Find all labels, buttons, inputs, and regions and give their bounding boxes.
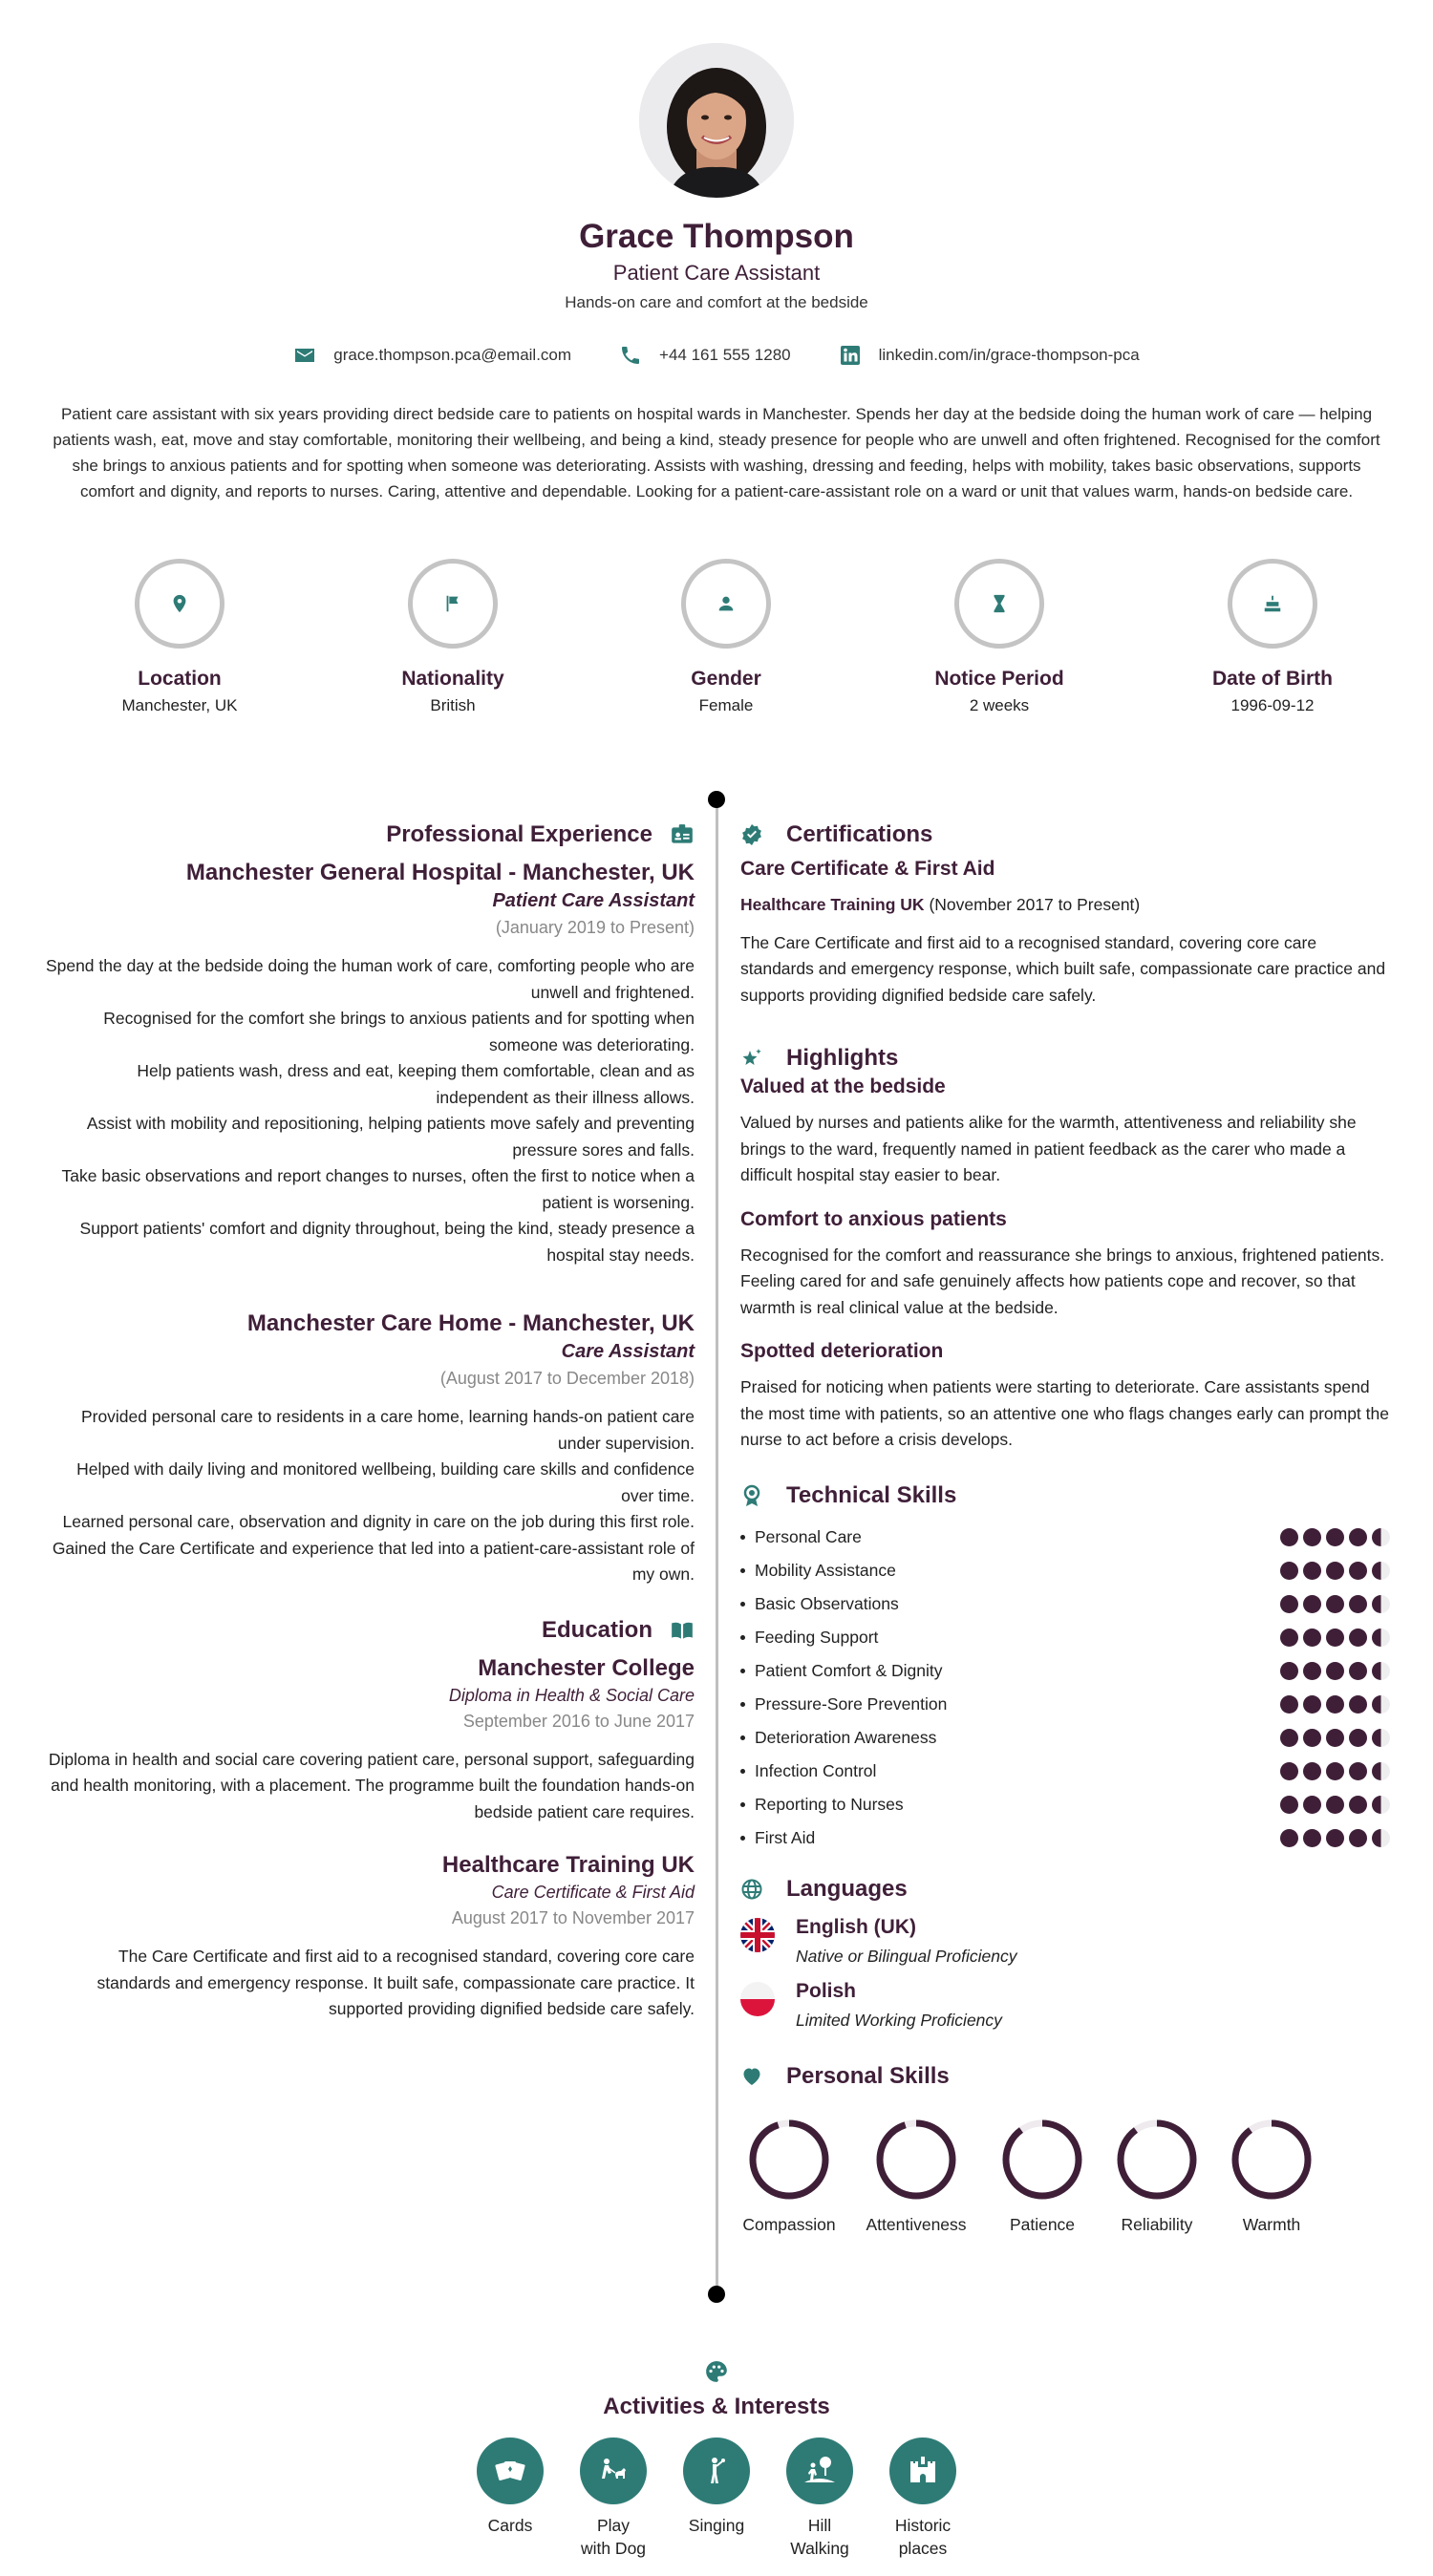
- rating-dot: [1349, 1829, 1367, 1847]
- rating-dot: [1326, 1562, 1344, 1580]
- activity-item: [889, 2438, 956, 2560]
- rating-dot: [1372, 1729, 1390, 1747]
- skill-name: Feeding Support: [755, 1627, 879, 1647]
- cake-icon: [1262, 593, 1283, 614]
- person-icon: [716, 593, 737, 614]
- rating-dot: [1326, 1729, 1344, 1747]
- skill-ring-arc: [1006, 2123, 1079, 2196]
- qualification: Care Certificate & First Aid: [491, 1883, 695, 1902]
- fact-label: Date of Birth: [1212, 668, 1333, 690]
- skill-ring-arc: [753, 2123, 825, 2196]
- skill-rating: [1280, 1662, 1390, 1680]
- personal-skill: [995, 2117, 1090, 2235]
- personal-skill-label: Attentiveness: [866, 2214, 967, 2234]
- fact-value: Manchester, UK: [121, 696, 238, 714]
- education-heading-text: Education: [541, 1616, 652, 1643]
- fact-date-of-birth: [1136, 559, 1409, 715]
- rating-dot: [1280, 1695, 1298, 1714]
- job-role: Patient Care Assistant: [492, 890, 695, 911]
- personal-facts: [43, 559, 1409, 715]
- institution: Manchester College: [478, 1654, 695, 1681]
- timeline-start-dot: [708, 791, 725, 808]
- rating-dot: [1372, 1762, 1390, 1780]
- skill-rating: [1280, 1729, 1390, 1747]
- job-role: Care Assistant: [561, 1341, 695, 1362]
- skill-ring: [1229, 2117, 1315, 2203]
- skill-row: [740, 1521, 1390, 1554]
- highlights-heading-text: Highlights: [786, 1045, 899, 1071]
- activity-label: Play with Dog: [580, 2516, 647, 2558]
- highlight-text: Praised for noticing when patients were starting to deteriorate. Care assistants spend the most time with patients, so an attentive one who flags changes early can prompt the nurse to act before a crisis develops.: [740, 1377, 1389, 1449]
- list-item: Help patients wash, dress and eat, keeping them comfortable, clean and as independent as their illness allows.: [137, 1061, 695, 1107]
- highlight-title: Spotted deterioration: [740, 1340, 944, 1362]
- highlight-text: Valued by nurses and patients alike for the warmth, attentiveness and reliability she brings to the ward, frequently named in patient feedback as the carer who made a difficult hospital stay easier to bear.: [740, 1113, 1357, 1184]
- phone-icon: [619, 344, 642, 367]
- skill-row: [740, 1587, 1390, 1621]
- employer: Manchester Care Home - Manchester, UK: [246, 1310, 695, 1336]
- rating-dot: [1303, 1796, 1321, 1814]
- technical-skills-heading-text: Technical Skills: [786, 1481, 957, 1508]
- activity-item: [580, 2438, 647, 2560]
- rating-dot: [1280, 1629, 1298, 1647]
- rating-dot: [1372, 1662, 1390, 1680]
- personal-skill-label: Compassion: [742, 2214, 836, 2234]
- technical-skills-heading: [740, 1482, 1390, 1509]
- globe-icon: [740, 1878, 763, 1901]
- email-icon: [293, 344, 316, 367]
- fact-notice-period: [863, 559, 1136, 715]
- personal-skills-list: [740, 2117, 1390, 2235]
- list-item: Spend the day at the bedside doing the human work of care, comforting people who are unwell and frightened.: [45, 956, 695, 1002]
- skill-rating: [1280, 1528, 1390, 1546]
- fact-gender: [589, 559, 863, 715]
- timeline-end-dot: [708, 2286, 725, 2303]
- castle-icon: [904, 2452, 942, 2490]
- rating-dot: [1372, 1829, 1390, 1847]
- list-item: Recognised for the comfort she brings to anxious patients and for spotting when someone was deteriorating.: [103, 1009, 695, 1054]
- personal-skill: [1109, 2117, 1205, 2235]
- skill-name: Basic Observations: [755, 1593, 899, 1613]
- rating-dot: [1326, 1528, 1344, 1546]
- fact-value: Female: [698, 696, 754, 714]
- highlights-heading: [740, 1045, 1390, 1072]
- certification-description: The Care Certificate and first aid to a recognised standard, covering core care standards and emergency response, which built safe, compassionate care practice and supports providing dignified bedside care safely.: [740, 932, 1386, 1005]
- highlight-text: Recognised for the comfort and reassurance she brings to anxious, frightened patients. Feeling cared for and safe genuinely affects how patients cope and recover, so that warmth is real clinical value at the bedside.: [740, 1245, 1385, 1317]
- experience-heading: [43, 821, 695, 848]
- employer: Manchester General Hospital - Manchester, UK: [185, 860, 695, 885]
- list-item: Take basic observations and report changes to nurses, often the first to notice when a patient is worsening.: [61, 1166, 695, 1212]
- skill-rating: [1280, 1762, 1390, 1780]
- rating-dot: [1280, 1762, 1298, 1780]
- skill-row: [740, 1721, 1390, 1755]
- language-name: English (UK): [796, 1915, 916, 1938]
- linkedin-icon: [839, 344, 862, 367]
- institution: Healthcare Training UK: [441, 1852, 695, 1878]
- language-level: Limited Working Proficiency: [796, 2010, 1002, 2030]
- rating-dot: [1372, 1528, 1390, 1546]
- job-dates: (August 2017 to December 2018): [439, 1369, 695, 1388]
- skill-name: Pressure-Sore Prevention: [755, 1693, 948, 1714]
- personal-skill: [1224, 2117, 1319, 2235]
- language-entry: [740, 1916, 1390, 1967]
- languages-heading: [740, 1876, 1390, 1903]
- skill-row: [740, 1821, 1390, 1855]
- rating-dot: [1349, 1662, 1367, 1680]
- language-name: Polish: [796, 1979, 857, 2002]
- languages-heading-text: Languages: [786, 1875, 908, 1902]
- job-bullets: [43, 1404, 695, 1588]
- profile-summary: Patient care assistant with six years providing direct bedside care to patients on hospital wards in Manchester. Spends her day at the bedside doing the human work of care — helping patients wash, eat, move and stay comfortable, monitoring their wellbeing, and being a kind, steady presence for people who are unwell and often frightened. Recognised for the comfort she brings to anxious patients and for spotting when someone was deteriorating. Assists with washing, dressing and feeding, helps with mobility, takes basic observations, supports comfort and dignity, and reports to nurses. Caring, attentive and dependable. Looking for a patient-care-assistant role on a ward or unit that values warm, hands-on bedside care.: [53, 405, 1380, 500]
- skill-name: First Aid: [755, 1827, 816, 1847]
- experience-heading-text: Professional Experience: [386, 821, 652, 847]
- uk-flag-icon: [740, 1918, 775, 1952]
- skill-ring-arc: [880, 2123, 952, 2196]
- education-dates: September 2016 to June 2017: [462, 1711, 695, 1731]
- activities-list: [0, 2438, 1433, 2560]
- skill-rating: [1280, 1695, 1390, 1714]
- rating-dot: [1303, 1829, 1321, 1847]
- education-description: The Care Certificate and first aid to a recognised standard, covering core care standards and emergency response. It built safe, compassionate care practice. It supported providing dignified bedside care safely.: [96, 1947, 695, 2018]
- rating-dot: [1280, 1796, 1298, 1814]
- rating-dot: [1280, 1562, 1298, 1580]
- job-dates: (January 2019 to Present): [495, 918, 695, 937]
- rating-dot: [1303, 1662, 1321, 1680]
- personal-skill-label: Warmth: [1242, 2214, 1301, 2234]
- skill-row: [740, 1621, 1390, 1654]
- personal-skills-heading: [740, 2063, 1390, 2090]
- phone-text: +44 161 555 1280: [659, 346, 791, 364]
- skill-row: [740, 1554, 1390, 1587]
- activity-item: [683, 2438, 750, 2560]
- skill-rating: [1280, 1595, 1390, 1613]
- fact-location: [43, 559, 316, 715]
- certification-dates: (November 2017 to Present): [929, 895, 1141, 914]
- activity-label: Historic places: [894, 2516, 952, 2558]
- education-entry: [43, 1655, 695, 1826]
- rating-dot: [1349, 1729, 1367, 1747]
- job-entry: [43, 860, 695, 1268]
- poland-flag-icon: [740, 1982, 775, 2016]
- education-heading: [43, 1617, 695, 1644]
- right-column: [740, 821, 1390, 2235]
- skill-name: Deterioration Awareness: [755, 1727, 937, 1747]
- rating-dot: [1326, 1662, 1344, 1680]
- activity-item: [477, 2438, 544, 2560]
- skill-name: Reporting to Nurses: [755, 1794, 904, 1814]
- fact-label: Nationality: [401, 668, 504, 690]
- skill-name: Personal Care: [755, 1526, 862, 1546]
- education-entry: [43, 1852, 695, 2023]
- rating-dot: [1280, 1662, 1298, 1680]
- skill-rating: [1280, 1796, 1390, 1814]
- flag-icon: [442, 593, 463, 614]
- rating-dot: [1303, 1729, 1321, 1747]
- rating-dot: [1280, 1528, 1298, 1546]
- skill-row: [740, 1788, 1390, 1821]
- email-text: grace.thompson.pca@email.com: [333, 346, 572, 364]
- rating-dot: [1326, 1829, 1344, 1847]
- list-item: Assist with mobility and repositioning, helping patients move safely and preventing pressure sores and falls.: [86, 1114, 695, 1160]
- fact-label: Gender: [691, 668, 761, 690]
- contact-bar: [0, 344, 1433, 367]
- fact-label: Notice Period: [934, 668, 1064, 690]
- rating-dot: [1303, 1562, 1321, 1580]
- skill-ring: [746, 2117, 832, 2203]
- left-column: [43, 821, 695, 2023]
- activities-heading: Activities & Interests: [603, 2394, 830, 2419]
- rating-dot: [1349, 1695, 1367, 1714]
- dog-icon: [594, 2452, 632, 2490]
- location-pin-icon: [169, 593, 190, 614]
- rating-dot: [1372, 1796, 1390, 1814]
- rating-dot: [1349, 1528, 1367, 1546]
- highlight-title: Valued at the bedside: [740, 1075, 946, 1097]
- profile-photo: [639, 43, 794, 198]
- technical-skills-list: [740, 1521, 1390, 1855]
- rating-dot: [1372, 1695, 1390, 1714]
- id-badge-icon: [670, 822, 695, 847]
- fact-value: 1996-09-12: [1230, 696, 1315, 714]
- skill-name: Mobility Assistance: [755, 1560, 896, 1580]
- list-item: Helped with daily living and monitored wellbeing, building care skills and confidence over time.: [76, 1459, 695, 1505]
- heart-icon: [740, 2065, 763, 2088]
- activity-label: Cards: [487, 2516, 533, 2535]
- cards-icon: [491, 2452, 529, 2490]
- skill-row: [740, 1688, 1390, 1721]
- rating-dot: [1303, 1695, 1321, 1714]
- language-entry: [740, 1980, 1390, 2031]
- certification-issuer-line: [740, 892, 1390, 919]
- linkedin-text: linkedin.com/in/grace-thompson-pca: [878, 346, 1140, 364]
- rating-dot: [1303, 1762, 1321, 1780]
- rating-dot: [1326, 1595, 1344, 1613]
- rating-dot: [1326, 1762, 1344, 1780]
- verified-badge-icon: [740, 823, 763, 846]
- rating-dot: [1326, 1796, 1344, 1814]
- rating-dot: [1280, 1729, 1298, 1747]
- contact-email[interactable]: [293, 344, 571, 367]
- rating-dot: [1372, 1595, 1390, 1613]
- rating-dot: [1349, 1796, 1367, 1814]
- contact-linkedin[interactable]: [839, 344, 1140, 367]
- skill-ring: [873, 2117, 959, 2203]
- candidate-name: Grace Thompson: [579, 218, 854, 255]
- job-entry: [43, 1310, 695, 1588]
- language-level: Native or Bilingual Proficiency: [796, 1946, 1017, 1966]
- certification-issuer: Healthcare Training UK: [740, 895, 925, 914]
- skill-rating: [1280, 1829, 1390, 1847]
- activity-item: [786, 2438, 853, 2560]
- hill-walking-icon: [801, 2452, 839, 2490]
- education-dates: August 2017 to November 2017: [451, 1908, 695, 1927]
- skill-row: [740, 1654, 1390, 1688]
- list-item: Provided personal care to residents in a care home, learning hands-on patient care under supervision.: [80, 1407, 695, 1453]
- certifications-heading: [740, 821, 1390, 848]
- open-book-icon: [670, 1618, 695, 1643]
- rating-dot: [1303, 1528, 1321, 1546]
- tagline: Hands-on care and comfort at the bedside: [565, 293, 868, 311]
- fact-nationality: [316, 559, 589, 715]
- rating-dot: [1372, 1562, 1390, 1580]
- skill-ring-arc: [1121, 2123, 1193, 2196]
- rating-dot: [1349, 1595, 1367, 1613]
- certification-name: Care Certificate & First Aid: [740, 858, 995, 880]
- job-title: Patient Care Assistant: [612, 261, 821, 285]
- activities-section: [0, 2359, 1433, 2560]
- activity-label: Singing: [688, 2516, 745, 2535]
- education-description: Diploma in health and social care covering patient care, personal support, safeguarding and health monitoring, with a placement. The programme built the foundation hands-on bedside patient care requires.: [48, 1749, 695, 1821]
- certifications-heading-text: Certifications: [786, 821, 933, 847]
- rating-dot: [1326, 1695, 1344, 1714]
- skill-name: Infection Control: [755, 1760, 877, 1780]
- list-item: Learned personal care, observation and dignity in care on the job during this first role.: [62, 1512, 695, 1531]
- contact-phone[interactable]: [619, 344, 791, 367]
- rating-dot: [1303, 1629, 1321, 1647]
- personal-skills-heading-text: Personal Skills: [786, 2062, 950, 2089]
- rating-dot: [1349, 1629, 1367, 1647]
- fact-value: 2 weeks: [969, 696, 1030, 714]
- skill-name: Patient Comfort & Dignity: [755, 1660, 943, 1680]
- palette-icon: [704, 2359, 729, 2384]
- list-item: Support patients' comfort and dignity throughout, being the kind, steady presence a hospital stay needs.: [79, 1219, 695, 1265]
- skill-rating: [1280, 1629, 1390, 1647]
- activity-label: Hill Walking: [790, 2516, 849, 2558]
- personal-skill: [740, 2117, 838, 2235]
- rating-dot: [1372, 1629, 1390, 1647]
- timeline-line: [716, 800, 718, 2295]
- skill-ring: [999, 2117, 1085, 2203]
- star-sparkle-icon: [740, 1047, 763, 1070]
- qualification: Diploma in Health & Social Care: [448, 1685, 695, 1705]
- personal-skill: [855, 2117, 977, 2235]
- rating-dot: [1303, 1595, 1321, 1613]
- list-item: Gained the Care Certificate and experience that led into a patient-care-assistant role of my own.: [52, 1538, 695, 1584]
- rating-dot: [1280, 1595, 1298, 1613]
- skill-row: [740, 1755, 1390, 1788]
- highlight-title: Comfort to anxious patients: [740, 1207, 1007, 1230]
- rating-dot: [1349, 1562, 1367, 1580]
- personal-skill-label: Patience: [1009, 2214, 1076, 2234]
- skill-rating: [1280, 1562, 1390, 1580]
- personal-skill-label: Reliability: [1121, 2214, 1193, 2234]
- hourglass-icon: [989, 593, 1010, 614]
- award-ribbon-icon: [740, 1484, 763, 1507]
- fact-label: Location: [138, 668, 222, 690]
- rating-dot: [1326, 1629, 1344, 1647]
- job-bullets: [43, 953, 695, 1268]
- rating-dot: [1280, 1829, 1298, 1847]
- singing-icon: [697, 2452, 736, 2490]
- fact-value: British: [430, 696, 476, 714]
- skill-ring-arc: [1235, 2123, 1308, 2196]
- rating-dot: [1349, 1762, 1367, 1780]
- skill-ring: [1114, 2117, 1200, 2203]
